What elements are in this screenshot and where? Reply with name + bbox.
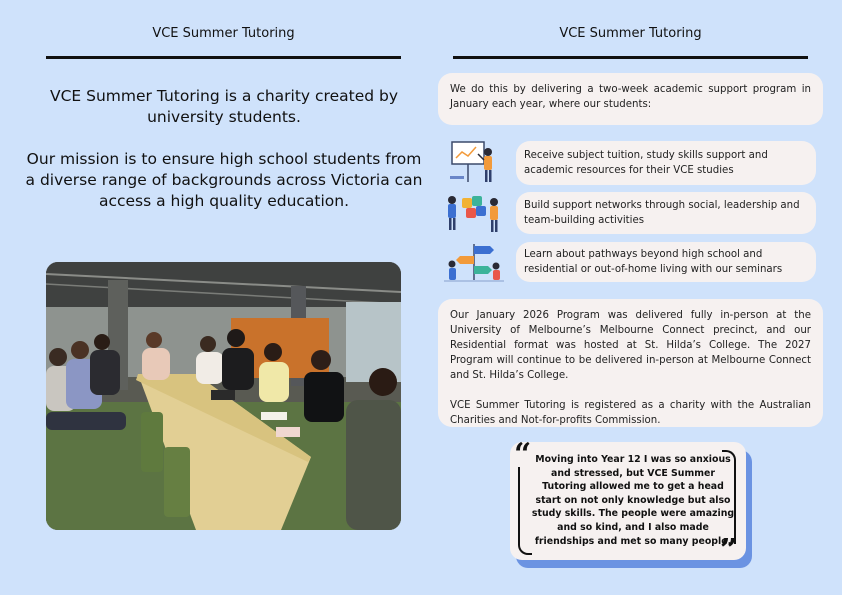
benefit-card-tuition xyxy=(516,141,816,185)
program-intro-text: We do this by delivering a two-week academic support program in January each year, where our students: xyxy=(450,84,811,110)
close-quote-icon: ” xyxy=(720,533,738,568)
students-photo xyxy=(46,262,401,530)
teacher-whiteboard-icon xyxy=(444,138,504,190)
benefit-text-tuition: Receive subject tuition, study skills support and academic resources for their VCE studies xyxy=(524,150,768,176)
open-quote-icon: “ xyxy=(514,437,532,472)
mission-text: Our mission is to ensure high school students from a diverse range of backgrounds across Victoria can access a high quality education. xyxy=(25,150,423,210)
right-heading-rule xyxy=(453,56,808,59)
registration-text: VCE Summer Tutoring is registered as a charity with the Australian Charities and Not-for-profits Commission. xyxy=(450,400,811,426)
benefit-text-pathways: Learn about pathways beyond high school and residential or out-of-home living with our seminars xyxy=(524,249,783,275)
testimonial-quote: Moving into Year 12 I was so anxious and stressed, but VCE Summer Tutoring allowed me to get a head start on not only knowledge but also study skills. The people were amazing and so kind, and I also made friendships and met so many people. xyxy=(531,454,735,547)
program-intro-card xyxy=(438,73,823,125)
students-photo-illustration xyxy=(46,262,401,530)
intro-text: VCE Summer Tutoring is a charity created by university students. xyxy=(49,87,399,126)
benefit-card-networks xyxy=(516,192,816,234)
benefit-card-pathways xyxy=(516,242,816,282)
program-details-card xyxy=(438,299,823,427)
intro-block xyxy=(22,86,426,212)
signpost-pathways-icon xyxy=(444,240,504,288)
team-puzzle-icon xyxy=(444,192,504,238)
left-heading: VCE Summer Tutoring xyxy=(152,26,295,41)
right-heading: VCE Summer Tutoring xyxy=(559,26,702,41)
left-heading-rule xyxy=(46,56,401,59)
benefit-text-networks: Build support networks through social, leadership and team-building activities xyxy=(524,200,800,226)
program-details-text: Our January 2026 Program was delivered fully in-person at the University of Melbourne’s Melbourne Connect precinct, and our Residential format was hosted at St. Hilda’s College. The 2027 Program will continue to be delivered in-person at Melbourne Connect and St. Hilda’s College. xyxy=(450,310,811,381)
